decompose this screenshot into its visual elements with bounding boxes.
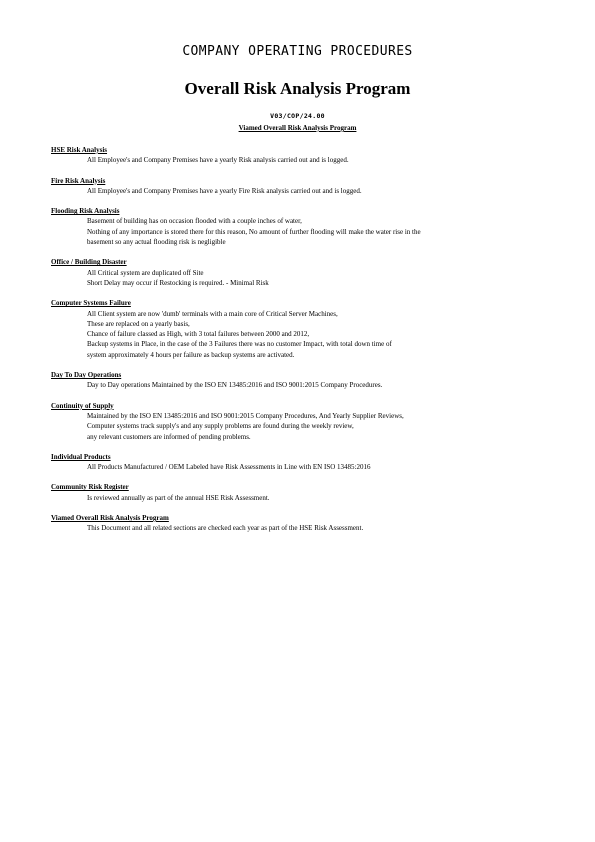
section-text-line: Is reviewed annually as part of the annual HSE Risk Assessment. xyxy=(87,493,270,502)
document-reference: V03/COP/24.00 xyxy=(270,112,325,120)
section-text-line: any relevant customers are informed of pending problems. xyxy=(87,432,251,441)
section-text-line: All Products Manufactured / OEM Labeled have Risk Assessments in Line with EN ISO 13485:2016 xyxy=(87,463,371,472)
section-heading: Viamed Overall Risk Analysis Program xyxy=(51,514,169,523)
section-text-line: Nothing of any importance is stored there for this reason, No amount of further flooding will make the water rise in the xyxy=(87,227,421,236)
company-procedures-heading: COMPANY OPERATING PROCEDURES xyxy=(182,44,413,59)
section-heading: Office / Building Disaster xyxy=(51,258,127,267)
section-text-line: Backup systems in Place, in the case of the 3 Failures there was no customer Impact, with total down time of xyxy=(87,340,392,349)
risk-section xyxy=(51,298,571,360)
section-text-line: All Client system are now 'dumb' terminals with a main core of Critical Server Machines, xyxy=(87,309,338,318)
risk-section xyxy=(51,370,571,391)
risk-section xyxy=(51,482,571,503)
section-text-line: All Employee's and Company Premises have a yearly Fire Risk analysis carried out and is logged. xyxy=(87,186,362,195)
section-text-line: All Critical system are duplicated off Site xyxy=(87,268,204,277)
section-text-line: Day to Day operations Maintained by the ISO EN 13485:2016 and ISO 9001:2015 Company Procedures. xyxy=(87,381,383,390)
risk-section xyxy=(51,513,571,534)
section-text-line: basement so any actual flooding risk is negligible xyxy=(87,238,226,247)
document-title: Overall Risk Analysis Program xyxy=(184,79,411,98)
risk-section xyxy=(51,176,571,197)
section-heading: Flooding Risk Analysis xyxy=(51,207,120,216)
risk-section xyxy=(51,145,571,166)
risk-section xyxy=(51,257,571,288)
risk-sections xyxy=(51,145,571,544)
section-heading: Community Risk Register xyxy=(51,483,129,492)
section-heading: Continuity of Supply xyxy=(51,401,114,410)
section-text-line: Basement of building has on occasion flooded with a couple inches of water, xyxy=(87,217,302,226)
section-heading: Day To Day Operations xyxy=(51,371,122,380)
section-text-line: Chance of failure classed as High, with 3 total failures between 2000 and 2012, xyxy=(87,330,310,339)
section-text-line: These are replaced on a yearly basis, xyxy=(87,319,190,328)
risk-section xyxy=(51,206,571,247)
section-heading: Individual Products xyxy=(51,452,111,461)
section-text-line: Maintained by the ISO EN 13485:2016 and ISO 9001:2015 Company Procedures, And Yearly Supplier Reviews, xyxy=(87,411,404,420)
risk-section xyxy=(51,452,571,473)
section-text-line: Computer systems track supply's and any supply problems are found during the weekly review, xyxy=(87,422,354,431)
section-text-line: This Document and all related sections are checked each year as part of the HSE Risk Assessment. xyxy=(87,524,364,533)
section-heading: HSE Risk Analysis xyxy=(51,146,108,154)
section-heading: Fire Risk Analysis xyxy=(51,176,106,185)
section-heading: Computer Systems Failure xyxy=(51,299,131,308)
section-text-line: system approximately 4 hours per failure as backup systems are activated. xyxy=(87,350,295,359)
section-text-line: All Employee's and Company Premises have a yearly Risk analysis carried out and is logged. xyxy=(87,156,349,165)
risk-section xyxy=(51,401,571,442)
document-subtitle: Viamed Overall Risk Analysis Program xyxy=(238,124,357,132)
section-text-line: Short Delay may occur if Restocking is required. - Minimal Risk xyxy=(87,278,269,287)
